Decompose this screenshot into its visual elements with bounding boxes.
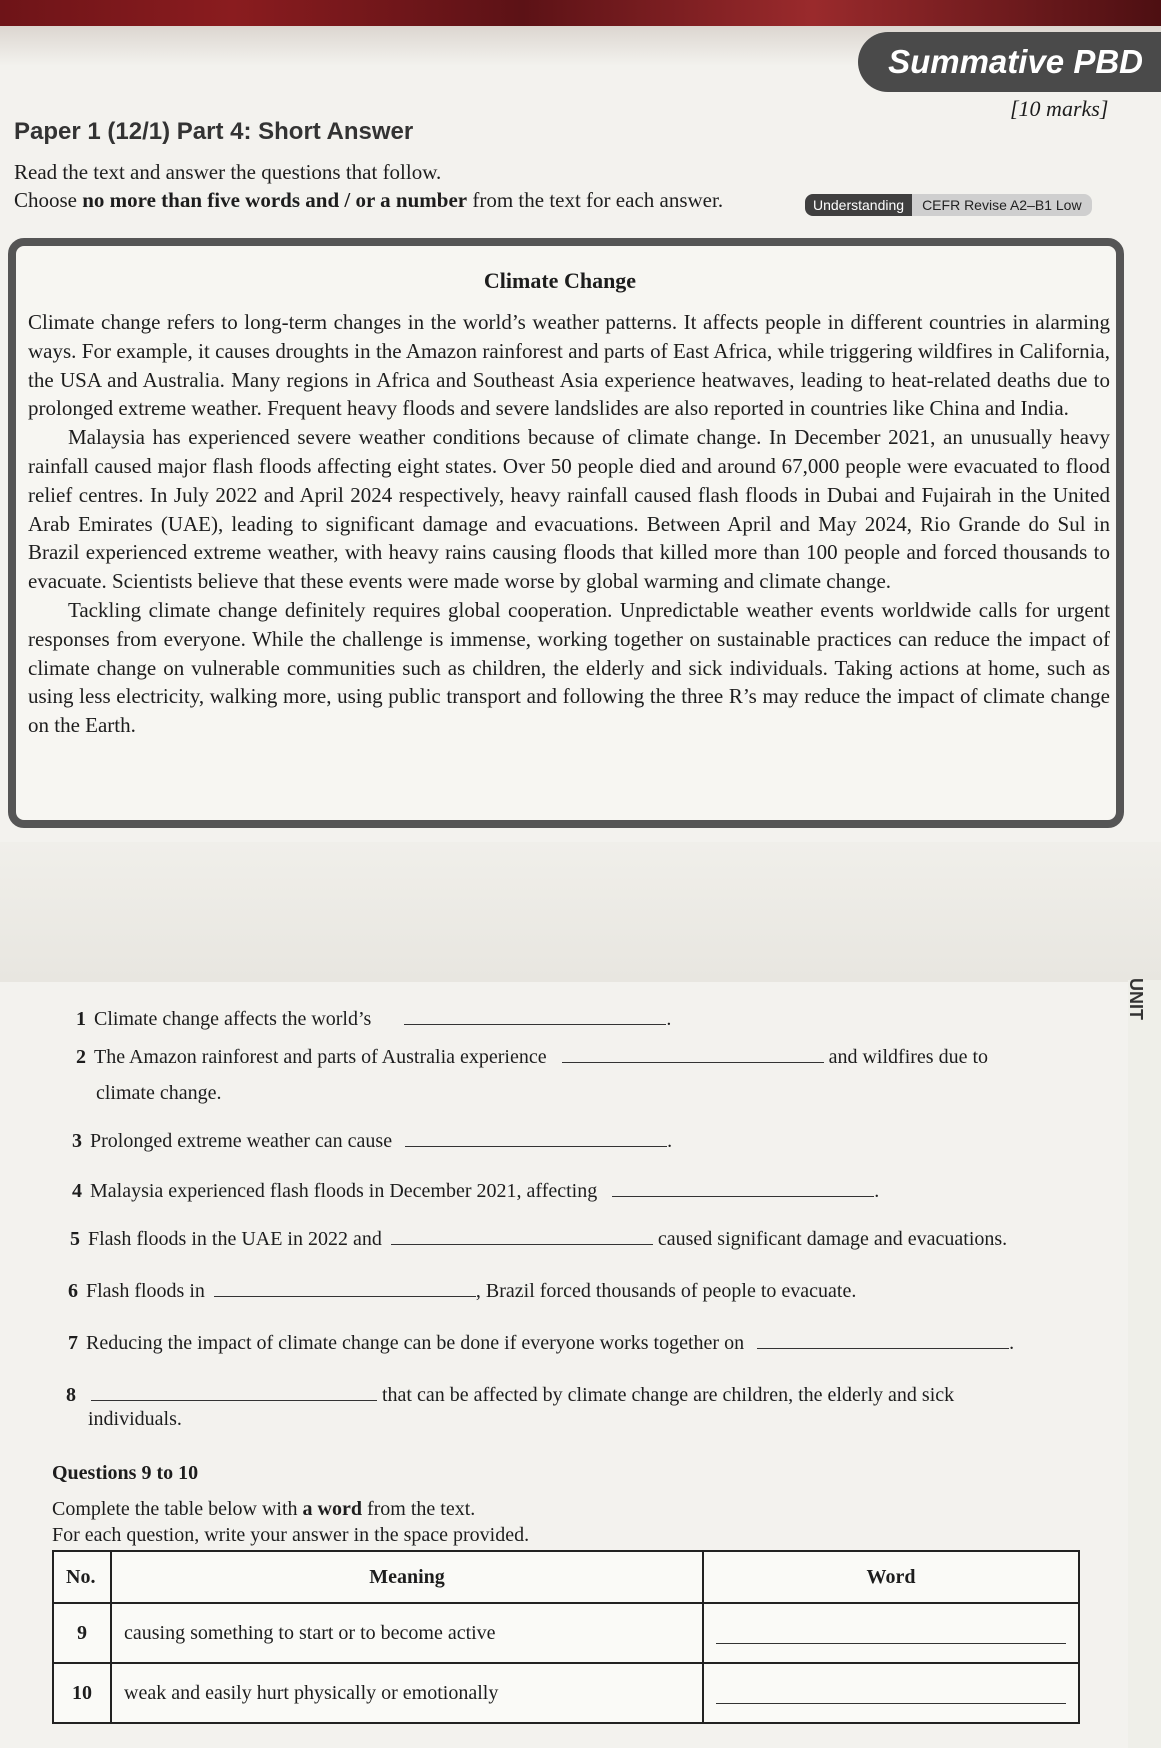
table-row — [53, 1663, 1079, 1723]
question-number: 2 — [76, 1046, 86, 1068]
answer-blank-9[interactable] — [716, 1623, 1066, 1644]
question-2 — [76, 1044, 988, 1069]
row-meaning: causing something to start or to become active — [111, 1603, 703, 1663]
question-7 — [68, 1330, 1014, 1355]
section-heading: Questions 9 to 10 — [52, 1462, 199, 1484]
answer-blank-4[interactable] — [612, 1178, 874, 1197]
question-number: 3 — [72, 1130, 82, 1152]
question-8-line2: individuals. — [88, 1408, 182, 1430]
question-tail: caused significant damage and evacuations. — [657, 1228, 1008, 1250]
table-row — [53, 1603, 1079, 1663]
question-number: 8 — [66, 1384, 76, 1406]
question-number: 5 — [70, 1228, 80, 1250]
passage-paragraph-1: Climate change refers to long-term changes in the world’s weather patterns. It affects people in different countries in alarming ways. For example, it causes droughts in the Amazon rainforest and parts of East Africa, while triggering wildfires in California, the USA and Australia. Many regions in Africa and Southeast Asia experience heatwaves, leading to heat-related deaths due to prolonged extreme weather. Frequent heavy floods and severe landslides are also reported in countries like China and India. — [28, 310, 1110, 421]
question-number: 7 — [68, 1332, 78, 1354]
page-gap — [0, 842, 1161, 982]
question-end: . — [874, 1180, 880, 1202]
row-number: 10 — [53, 1663, 111, 1723]
instruction-2-bold: no more than five words and / or a number — [82, 188, 468, 212]
question-2-line2: climate change. — [96, 1082, 222, 1104]
section-instruction-1-pre: Complete the table below with — [52, 1498, 303, 1520]
question-tail: and wildfires due to — [828, 1046, 989, 1068]
section-instruction-1 — [52, 1498, 475, 1521]
marks-label: [10 marks] — [1010, 96, 1109, 121]
question-end: . — [1009, 1332, 1015, 1354]
row-number: 9 — [53, 1603, 111, 1663]
section-instruction-1-post: from the text. — [361, 1498, 476, 1520]
question-6 — [68, 1278, 856, 1303]
answer-blank-5[interactable] — [391, 1226, 653, 1245]
question-text: Prolonged extreme weather can cause — [90, 1130, 393, 1152]
answer-blank-7[interactable] — [757, 1330, 1009, 1349]
question-4 — [72, 1178, 879, 1203]
header-word: Word — [703, 1551, 1079, 1603]
question-8 — [66, 1382, 954, 1407]
header-no: No. — [53, 1551, 111, 1603]
question-text: Malaysia experienced flash floods in December 2021, affecting — [90, 1180, 598, 1202]
question-number: 6 — [68, 1280, 78, 1302]
question-text: Flash floods in the UAE in 2022 and — [88, 1228, 382, 1250]
skill-tags — [805, 194, 1092, 216]
passage-text — [28, 308, 1110, 740]
question-text: Flash floods in — [86, 1280, 205, 1302]
book-cover-edge — [0, 0, 1161, 26]
row-meaning: weak and easily hurt physically or emotionally — [111, 1663, 703, 1723]
instruction-2-post: from the text for each answer. — [467, 188, 724, 212]
vocabulary-table — [52, 1550, 1080, 1724]
summative-banner — [858, 32, 1161, 92]
header-meaning: Meaning — [111, 1551, 703, 1603]
instruction-2 — [14, 188, 723, 213]
question-number: 1 — [76, 1008, 86, 1030]
row-word-cell — [703, 1603, 1079, 1663]
banner-text: Summative PBD — [888, 43, 1143, 80]
answer-blank-10[interactable] — [716, 1683, 1066, 1704]
question-text: Climate change affects the world’s — [94, 1008, 372, 1030]
table-header-row — [53, 1551, 1079, 1603]
question-3 — [72, 1128, 672, 1153]
section-instruction-2: For each question, write your answer in the space provided. — [52, 1524, 530, 1546]
tag-level: CEFR Revise A2–B1 Low — [912, 194, 1092, 216]
question-end: . — [666, 1008, 672, 1030]
answer-blank-2[interactable] — [562, 1044, 824, 1063]
question-end: . — [667, 1130, 673, 1152]
tag-skill: Understanding — [805, 194, 912, 216]
instruction-2-pre: Choose — [14, 188, 83, 212]
question-text: Reducing the impact of climate change can be done if everyone works together on — [86, 1332, 745, 1354]
question-tail: that can be affected by climate change are children, the elderly and sick — [382, 1384, 955, 1406]
passage-paragraph-3: Tackling climate change definitely requires global cooperation. Unpredictable weather events worldwide calls for urgent responses from everyone. While the challenge is immense, working together on sustainable practices can reduce the impact of climate change on vulnerable communities such as children, the elderly and sick individuals. Taking actions at home, such as using less electricity, walking more, using public transport and following the three R’s may reduce the impact of climate change on the Earth. — [28, 597, 1110, 738]
row-word-cell — [703, 1663, 1079, 1723]
answer-blank-8[interactable] — [91, 1382, 377, 1401]
answer-blank-6[interactable] — [214, 1278, 476, 1297]
answer-blank-1[interactable] — [404, 1006, 666, 1025]
paper-title: Paper 1 (12/1) Part 4: Short Answer — [14, 118, 414, 145]
question-1 — [76, 1006, 671, 1031]
passage-paragraph-2: Malaysia has experienced severe weather conditions because of climate change. In December 2021, an unusually heavy rainfall caused major flash floods affecting eight states. Over 50 people died and around 67,000 people were evacuated to flood relief centres. In July 2022 and April 2024 respectively, heavy rainfall caused flash floods in Dubai and Fujairah in the United Arab Emirates (UAE), leading to significant damage and evacuations. Between April and May 2024, Rio Grande do Sul in Brazil experienced extreme weather, with heavy rains causing floods that killed more than 100 people and forced thousands to evacuate. Scientists believe that these events were made worse by global warming and climate change. — [28, 425, 1110, 594]
question-number: 4 — [72, 1180, 82, 1202]
section-instruction-1-bold: a word — [302, 1498, 362, 1520]
passage-title: Climate Change — [483, 268, 637, 293]
question-text: The Amazon rainforest and parts of Australia experience — [94, 1046, 547, 1068]
answer-blank-3[interactable] — [405, 1128, 667, 1147]
unit-side-tab: UNIT — [1126, 978, 1146, 1020]
instruction-1: Read the text and answer the questions that follow. — [14, 160, 442, 184]
question-5 — [70, 1226, 1007, 1251]
question-tail: , Brazil forced thousands of people to evacuate. — [475, 1280, 857, 1302]
next-page-edge — [1128, 980, 1161, 1748]
